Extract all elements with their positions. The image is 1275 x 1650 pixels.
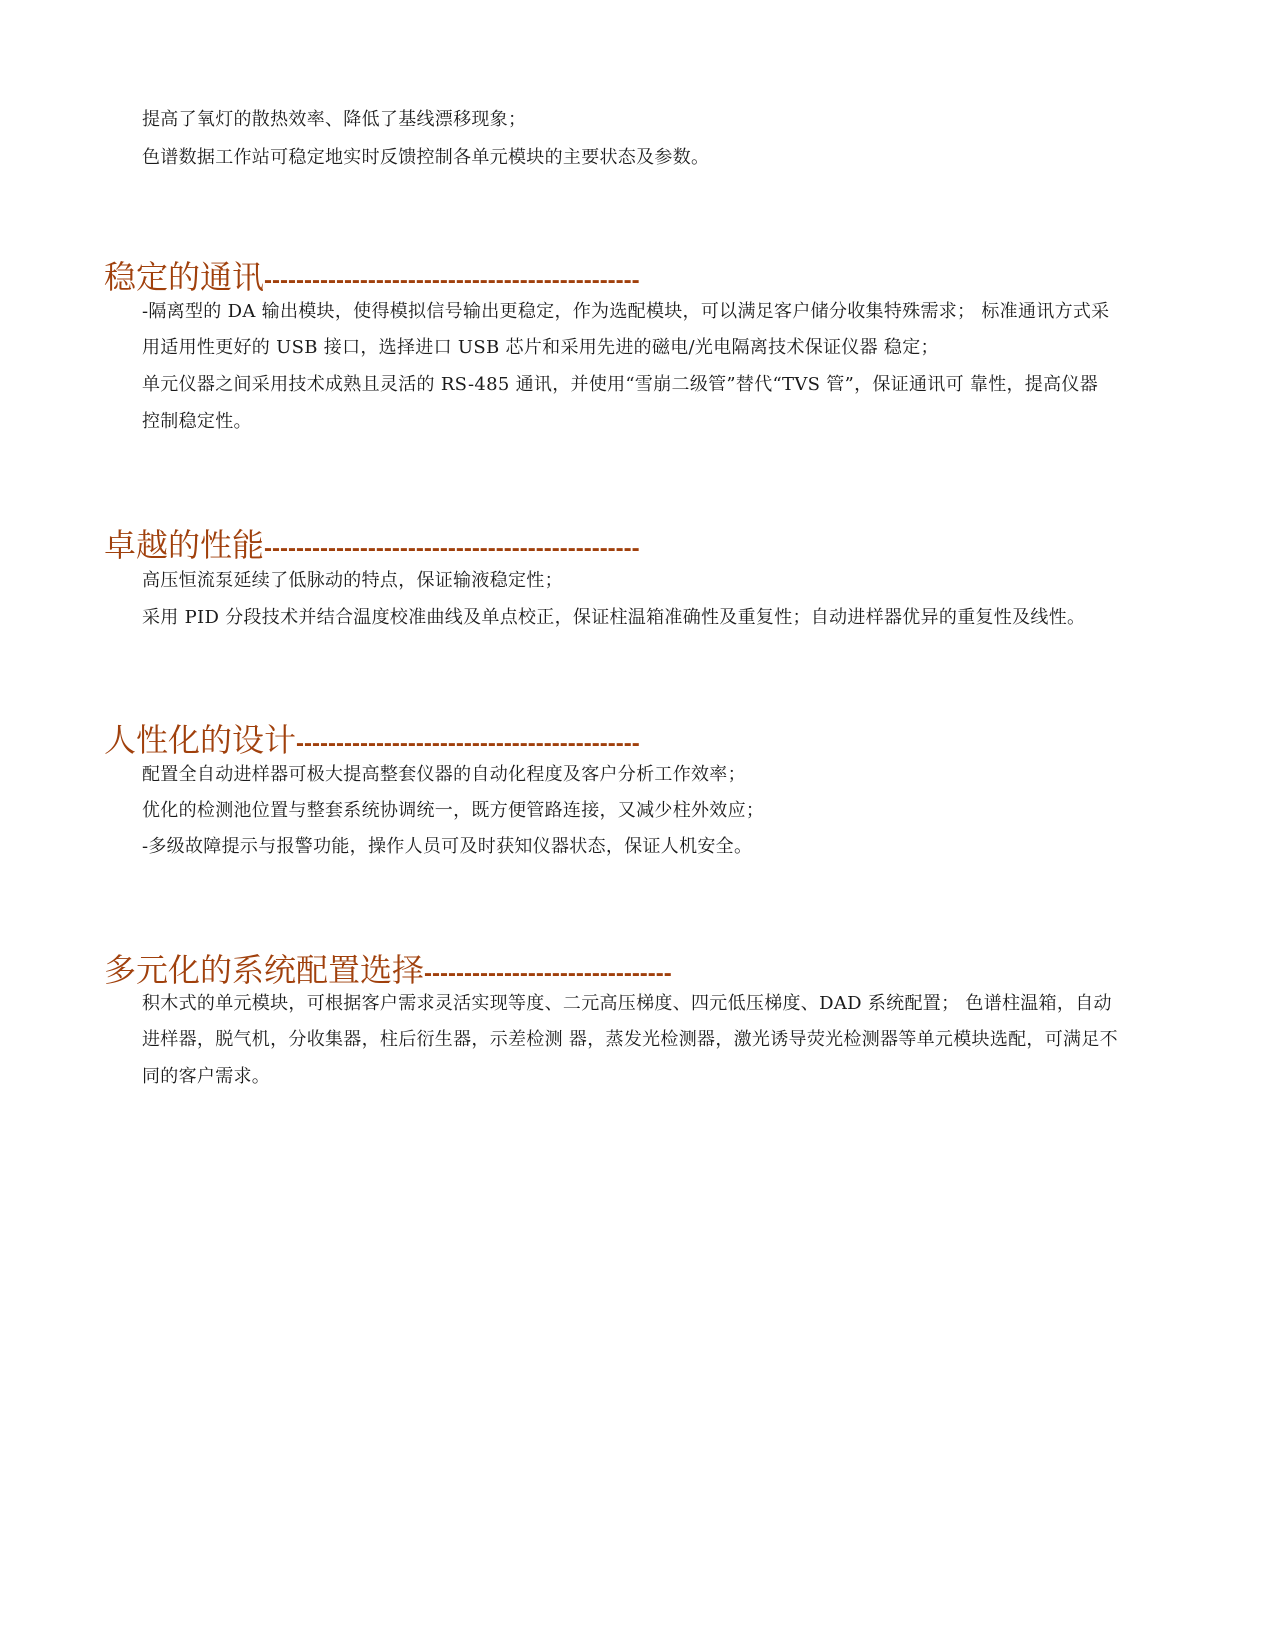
section-heading-diverse-configuration	[104, 950, 672, 994]
heading-dash-rule: -----------------------------------------------	[264, 535, 640, 562]
section-3-line-1: 配置全自动进样器可极大提高整套仪器的自动化程度及客户分析工作效率；	[142, 764, 746, 785]
heading-dash-rule: -----------------------------------------------	[264, 267, 640, 294]
section-title: 人性化的设计	[104, 721, 297, 759]
section-3-line-2: 优化的检测池位置与整套系统协调统一，既方便管路连接，又减少柱外效应；	[142, 800, 765, 821]
intro-line-1: 提高了氧灯的散热效率、降低了基线漂移现象；	[142, 109, 527, 130]
section-4-line-1: 积木式的单元模块，可根据客户需求灵活实现等度、二元高压梯度、四元低压梯度、DAD 系统配置； 色谱柱温箱，自动	[142, 993, 1112, 1014]
section-heading-stable-communication	[104, 257, 640, 301]
section-1-line-3: 单元仪器之间采用技术成熟且灵活的 RS-485 通讯，并使用“雪崩二级管”替代“TVS 管”，保证通讯可 靠性，提高仪器	[142, 374, 1099, 395]
section-1-line-4: 控制稳定性。	[142, 411, 252, 432]
section-2-line-1: 高压恒流泵延续了低脉动的特点，保证输液稳定性；	[142, 570, 563, 591]
section-title: 稳定的通讯	[104, 258, 265, 296]
section-2-line-2: 采用 PID 分段技术并结合温度校准曲线及单点校正，保证柱温箱准确性及重复性；自动进样器优异的重复性及线性。	[142, 607, 1086, 628]
section-1-line-2: 用适用性更好的 USB 接口，选择进口 USB 芯片和采用先进的磁电/光电隔离技术保证仪器 稳定；	[142, 337, 939, 358]
section-1-line-1: -隔离型的 DA 输出模块，使得模拟信号输出更稳定，作为选配模块，可以满足客户储分收集特殊需求； 标准通讯方式采	[142, 301, 1110, 322]
section-heading-excellent-performance	[104, 525, 640, 569]
section-4-line-2: 进样器，脱气机，分收集器，柱后衍生器，示差检测 器，蒸发光检测器，激光诱导荧光检测器等单元模块选配，可满足不	[142, 1029, 1118, 1050]
intro-line-2: 色谱数据工作站可稳定地实时反馈控制各单元模块的主要状态及参数。	[142, 147, 710, 168]
section-4-line-3: 同的客户需求。	[142, 1066, 271, 1087]
section-title: 卓越的性能	[104, 526, 265, 564]
heading-dash-rule: -------------------------------------------	[296, 730, 640, 757]
heading-dash-rule: -------------------------------	[424, 960, 672, 987]
section-heading-user-friendly-design	[104, 720, 640, 764]
section-3-line-3: -多级故障提示与报警功能，操作人员可及时获知仪器状态，保证人机安全。	[142, 836, 753, 857]
section-title: 多元化的系统配置选择	[104, 951, 425, 989]
